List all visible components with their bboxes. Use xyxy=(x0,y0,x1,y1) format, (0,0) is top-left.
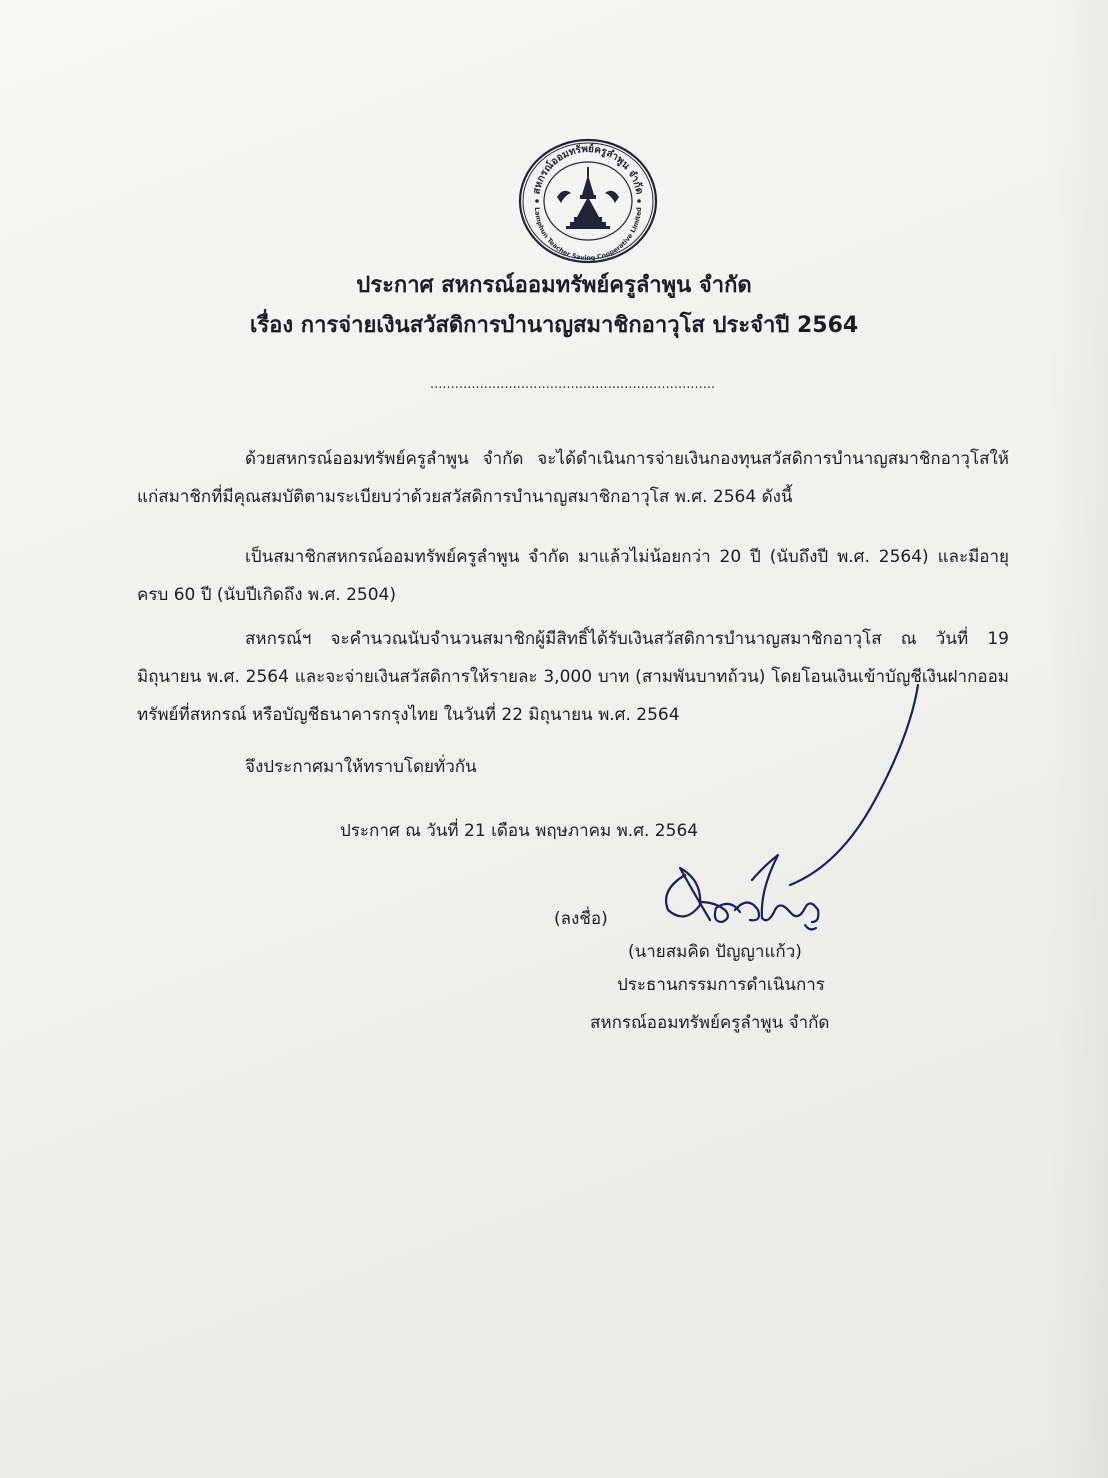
announcement-date: ประกาศ ณ วันที่ 21 เดือน พฤษภาคม พ.ศ. 2564 xyxy=(340,821,699,841)
seal-ring-text-english: Lamphun Teacher Saving Cooperative Limited xyxy=(532,207,644,263)
paragraph-intro: ด้วยสหกรณ์ออมทรัพย์ครูลำพูน จำกัด จะได้ดำเนินการจ่ายเงินกองทุนสวัสดิการบำนาญสมาชิกอาวุโสให้แก่สมาชิกที่มีคุณสมบัติตามระเบียบว่าด้วยสวัสดิการบำนาญสมาชิกอาวุโส พ.ศ. 2564 ดังนี้ xyxy=(137,449,1009,507)
closing-statement: จึงประกาศมาให้ทราบโดยทั่วกัน xyxy=(245,757,477,777)
paragraph-payment: สหกรณ์ฯ จะคำนวณนับจำนวนสมาชิกผู้มีสิทธิ์ได้รับเงินสวัสดิการบำนาญสมาชิกอาวุโส ณ วันที่ 19 มิถุนายน พ.ศ. 2564 และจะจ่ายเงินสวัสดิการให้รายละ 3,000 บาท (สามพันบาทถ้วน) โดยโอนเงินเข้าบัญชีเงินฝากออมทรัพย์ที่สหกรณ์ หรือบัญชีธนาคารกรุงไทย ในวันที่ 22 มิถุนายน พ.ศ. 2564 xyxy=(137,629,1009,725)
cooperative-seal xyxy=(517,137,659,265)
pagoda-emblem xyxy=(557,167,619,229)
signer-organization: สหกรณ์ออมทรัพย์ครูลำพูน จำกัด xyxy=(590,1013,830,1033)
announcement-subject: เรื่อง การจ่ายเงินสวัสดิการบำนาญสมาชิกอาวุโส ประจำปี 2564 xyxy=(249,313,859,338)
signer-name: (นายสมคิด ปัญญาแก้ว) xyxy=(628,942,802,962)
handwritten-signature xyxy=(640,640,940,940)
title-divider: ..................................................................... xyxy=(430,377,716,392)
signature-label: (ลงชื่อ) xyxy=(554,909,608,929)
signer-position: ประธานกรรมการดำเนินการ xyxy=(617,975,825,995)
announcement-title: ประกาศ สหกรณ์ออมทรัพย์ครูลำพูน จำกัด xyxy=(356,273,752,298)
seal-ring-text-thai: สหกรณ์ออมทรัพย์ครูลำพูน จำกัด xyxy=(531,143,645,196)
page-shadow xyxy=(1048,0,1108,1478)
paragraph-eligibility: เป็นสมาชิกสหกรณ์ออมทรัพย์ครูลำพูน จำกัด มาแล้วไม่น้อยกว่า 20 ปี (นับถึงปี พ.ศ. 2564) และมีอายุครบ 60 ปี (นับปีเกิดถึง พ.ศ. 2504) xyxy=(137,547,1009,605)
